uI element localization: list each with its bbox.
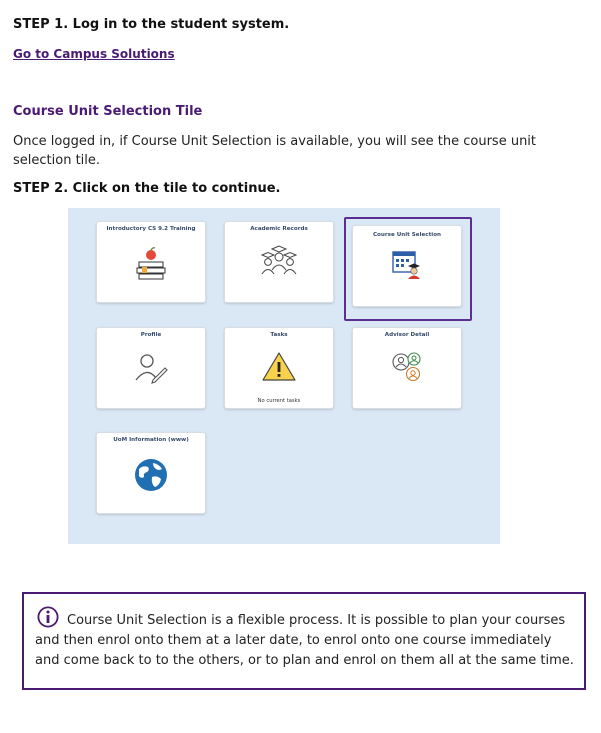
tile-title: Academic Records — [250, 226, 308, 232]
step-2-text: STEP 2. Click on the tile to continue. — [13, 181, 281, 196]
tile-tasks[interactable] — [224, 327, 334, 409]
tile-profile[interactable] — [96, 327, 206, 409]
graduates-icon — [259, 244, 299, 278]
tile-title: Advisor Detail — [384, 332, 430, 338]
tile-title: Tasks — [270, 332, 288, 338]
globe-icon — [133, 457, 169, 493]
tile-title: Introductory CS 9.2 Training — [106, 226, 196, 232]
campus-solutions-link[interactable]: Go to Campus Solutions — [13, 47, 175, 61]
tile-academic-records[interactable] — [224, 221, 334, 303]
course-unit-selection-highlight — [344, 217, 472, 321]
tile-uom-information[interactable] — [96, 432, 206, 514]
info-note-text: Course Unit Selection is a flexible process. It is possible to plan your courses and then enrol onto them at a later date, to enrol onto one course immediately and come back to to the others, or to plan and enrol on them all at the same time. — [35, 613, 574, 668]
people-circles-icon — [389, 350, 425, 384]
warning-icon — [261, 350, 297, 382]
tile-title: Profile — [140, 332, 162, 338]
tile-introductory-training[interactable] — [96, 221, 206, 303]
tile-subtext: No current tasks — [257, 398, 301, 404]
tile-title: UoM Information (www) — [113, 437, 189, 443]
tile-title: Course Unit Selection — [372, 232, 442, 238]
section-paragraph: Once logged in, if Course Unit Selection is available, you will see the course unit selection tile. — [13, 134, 537, 168]
section-heading: Course Unit Selection Tile — [13, 104, 203, 119]
person-pencil-icon — [133, 352, 169, 384]
books-apple-icon — [133, 246, 169, 282]
step-1-text: STEP 1. Log in to the student system. — [13, 17, 290, 32]
tile-advisor-detail[interactable] — [352, 327, 462, 409]
info-note-box — [22, 592, 586, 690]
